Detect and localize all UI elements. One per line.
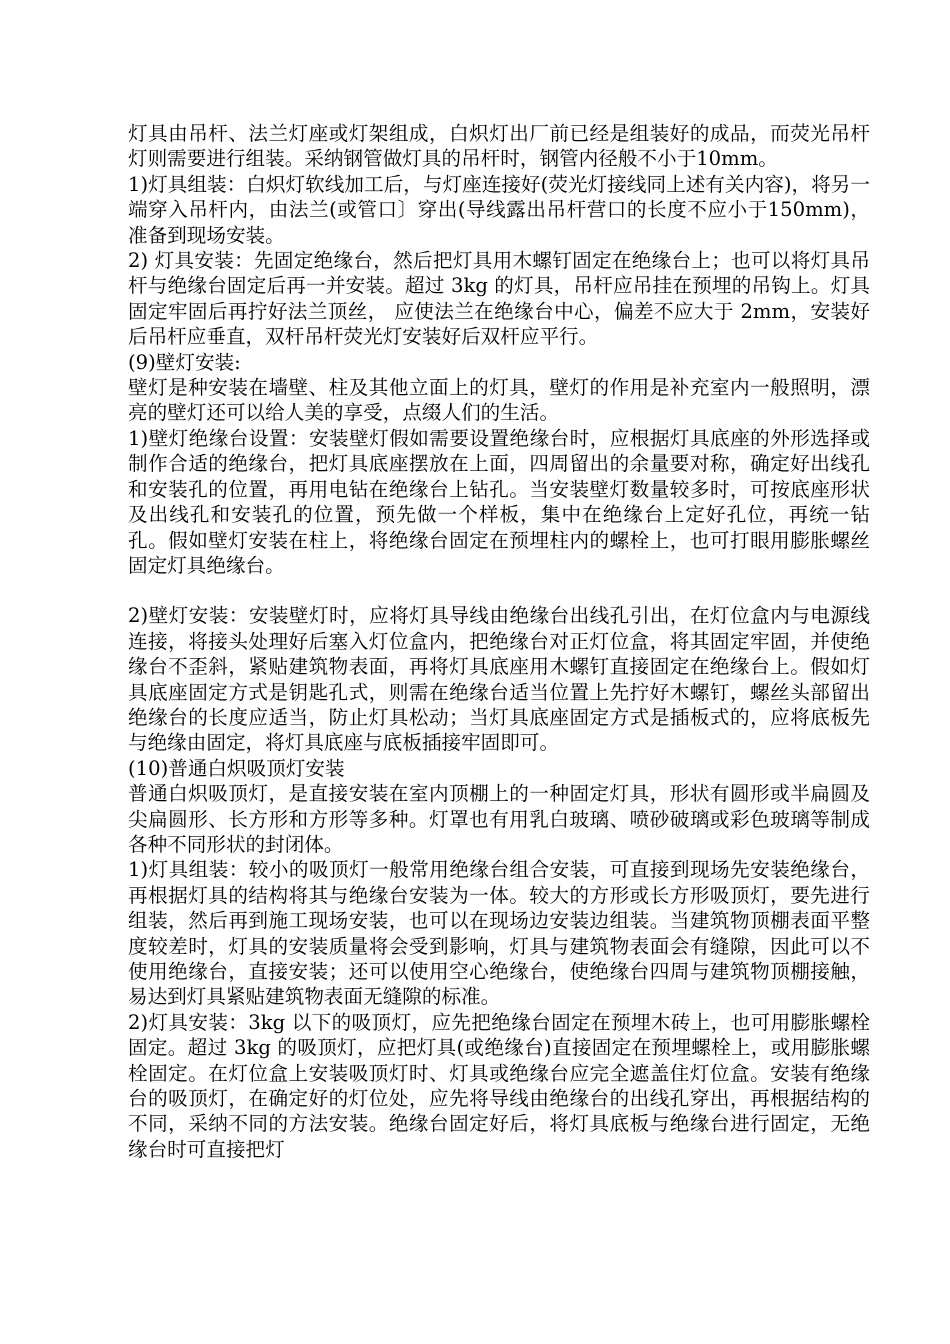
paragraph-ceiling-lamp-assembly: 1)灯具组装：较小的吸顶灯一般常用绝缘台组合安装，可直接到现场先安装绝缘台，再根据灯具的结构将其与绝缘台安装为一体。较大的方形或长方形吸顶灯，要先进行组装，然后再到施工现场安装，也可以在现场边安装边组装。当建筑物顶棚表面平整度较差时，灯具的安装质量将会受到影响，灯具与建筑物表面会有缝隙，因此可以不使用绝缘台，直接安装；还可以使用空心绝缘台，使绝缘台四周与建筑物顶棚接触，易达到灯具紧贴建筑物表面无缝隙的标准。	[128, 858, 870, 1009]
paragraph-spacer	[128, 578, 870, 603]
paragraph-lamp-assembly: 1)灯具组装：白炽灯软线加工后，与灯座连接好(荧光灯接线同上述有关内容)，将另一端穿入吊杆内，由法兰(或管口〕穿出(导线露出吊杆营口的长度不应小于150mm)，准备到现场安装。	[128, 172, 870, 247]
paragraph-ceiling-lamp-intro: 普通白炽吸顶灯，是直接安装在室内顶棚上的一种固定灯具，形状有圆形或半扁圆及尖扁圆形、长方形和方形等多种。灯罩也有用乳白玻璃、喷砂破璃或彩色玻璃等制成各种不同形状的封闭体。	[128, 782, 870, 856]
paragraph-wall-lamp-base: 1)壁灯绝缘台设置：安装壁灯假如需要设置绝缘台时，应根据灯具底座的外形选择或制作合适的绝缘台，把灯具底座摆放在上面，四周留出的余量要对称，确定好出线孔和安装孔的位置，再用电钻在绝缘台上钻孔。当安装壁灯数量较多时，可按底座形状及出线孔和安装孔的位置，预先做一个样板，集中在绝缘台上定好孔位，再统一钻孔。假如壁灯安装在柱上，将绝缘台固定在预埋柱内的螺栓上，也可打眼用膨胀螺丝固定灯具绝缘台。	[128, 426, 870, 577]
paragraph-wall-lamp-installation: 2)壁灯安装：安装壁灯时，应将灯具导线由绝缘台出线孔引出，在灯位盒内与电源线连接，将接头处理好后塞入灯位盒内，把绝缘台对正灯位盒，将其固定牢固，并使绝缘台不歪斜，紧贴建筑物表面，再将灯具底座用木螺钉直接固定在绝缘台上。假如灯具底座固定方式是钥匙孔式，则需在绝缘台适当位置上先拧好木螺钉，螺丝头部留出绝缘台的长度应适当，防止灯具松动；当灯具底座固定方式是插板式的，应将底板先与绝缘由固定，将灯具底座与底板插接牢固即可。	[128, 604, 870, 755]
paragraph-ceiling-lamp-installation: 2)灯具安装：3kg 以下的吸顶灯，应先把绝缘台固定在预埋木砖上，也可用膨胀螺栓固定。超过 3kg 的吸顶灯，应把灯具(或绝缘台)直接固定在预埋螺栓上，或用膨胀螺栓固定。在灯位盒上安装吸顶灯时、灯具或绝缘台应完全遮盖住灯位盒。安装有绝缘台的吸顶灯，在确定好的灯位处，应先将导线由绝缘台的出线孔穿出，再根据结构的不同，采纳不同的方法安装。绝缘台固定好后，将灯具底板与绝缘台进行固定，无绝缘台时可直接把灯	[128, 1010, 870, 1161]
section-heading-wall-lamp: (9)壁灯安装:	[128, 350, 241, 374]
paragraph-lamp-composition: 灯具由吊杆、法兰灯座或灯架组成，白炽灯出厂前已经是组装好的成品，而荧光吊杆灯则需要进行组装。采纳钢管做灯具的吊杆时，钢管内径般不小于10mm。	[128, 122, 870, 171]
document-body	[128, 121, 870, 1162]
paragraph-wall-lamp-intro: 壁灯是种安装在墙壁、柱及其他立面上的灯具，壁灯的作用是补充室内一般照明，漂亮的壁灯还可以给人美的享受，点缀人们的生活。	[128, 376, 870, 425]
paragraph-lamp-installation: 2) 灯具安装：先固定绝缘台，然后把灯具用木螺钉固定在绝缘台上；也可以将灯具吊杆与绝缘台固定后再一并安装。超过 3kg 的灯具，吊杆应吊挂在预埋的吊钩上。灯具固定牢固后再拧好法兰顶丝， 应使法兰在绝缘台中心，偏差不应大于 2mm，安装好后吊杆应垂直，双杆吊杆荧光灯安装好后双杆应平行。	[128, 249, 870, 349]
section-heading-ceiling-lamp: (10)普通白炽吸顶灯安装	[128, 756, 345, 780]
